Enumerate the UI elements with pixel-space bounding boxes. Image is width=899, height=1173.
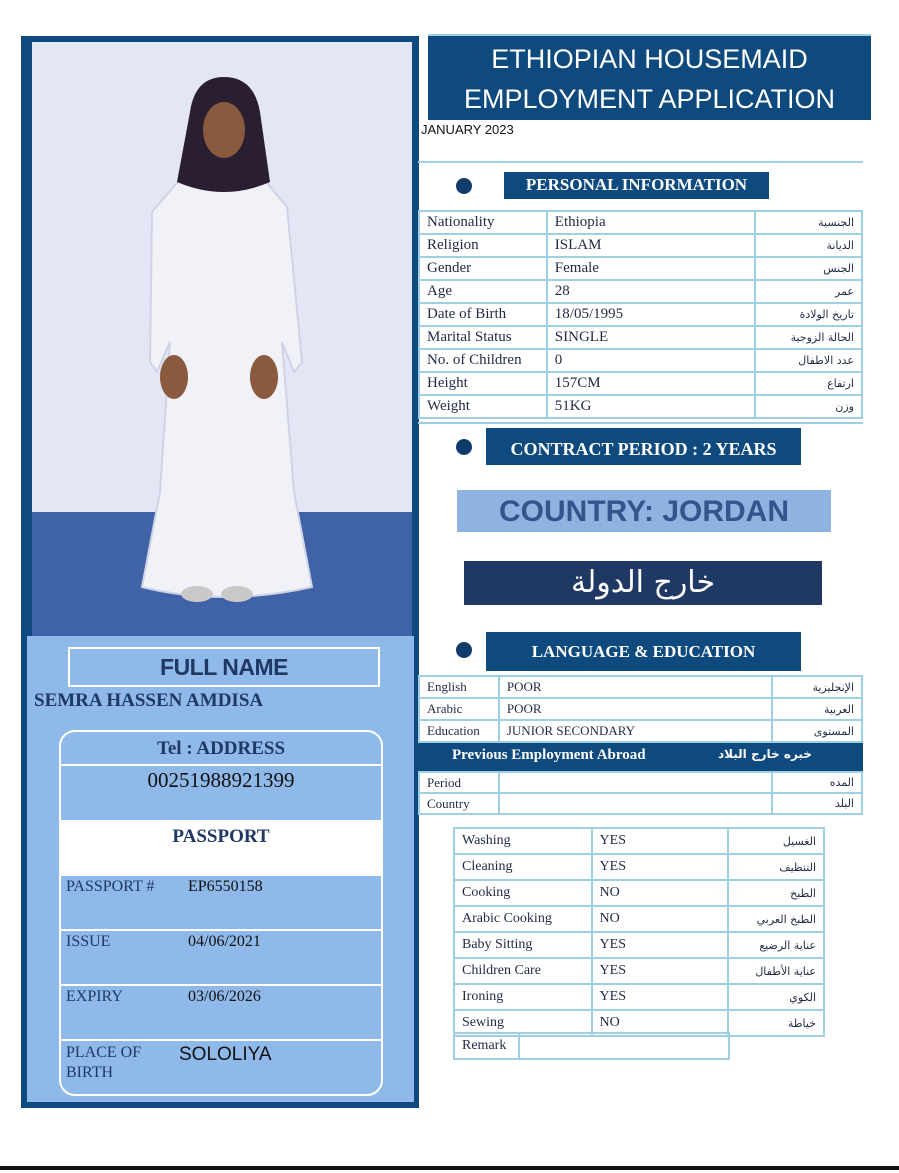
skill-arabic-label: الكوي: [728, 984, 824, 1010]
table-row: [454, 984, 824, 1010]
table-row: [454, 958, 824, 984]
table-row: [454, 906, 824, 932]
row-value: POOR: [499, 676, 773, 698]
skill-value: YES: [592, 984, 729, 1010]
row-value: 157CM: [547, 372, 756, 395]
row-label: Period: [419, 772, 499, 793]
fullname-label: FULL NAME: [68, 647, 380, 687]
row-label: Weight: [419, 395, 547, 418]
skill-label: Ironing: [454, 984, 592, 1010]
table-row: [419, 280, 862, 303]
candidate-photo: [32, 42, 412, 642]
bullet-icon: [456, 439, 472, 455]
birthplace-row: [61, 1041, 381, 1096]
table-row: [419, 698, 862, 720]
contact-passport-card: [59, 730, 383, 1096]
table-row: [454, 1033, 729, 1059]
skill-arabic-label: الغسيل: [728, 828, 824, 854]
birthplace-label: [66, 1043, 141, 1083]
table-row: [419, 349, 862, 372]
row-value: [499, 793, 772, 814]
previous-employment-table: [418, 771, 863, 815]
row-label: No. of Children: [419, 349, 547, 372]
table-row: [419, 793, 862, 814]
row-arabic-label: ارتفاع: [755, 372, 862, 395]
title-line-2: EMPLOYMENT APPLICATION: [463, 84, 836, 114]
issue-row: [61, 931, 381, 986]
tel-label-row: [61, 732, 381, 766]
passport-number-label: PASSPORT #: [66, 878, 155, 895]
skill-label: Cleaning: [454, 854, 592, 880]
row-label: Country: [419, 793, 499, 814]
page-title: [428, 36, 871, 120]
row-label: Gender: [419, 257, 547, 280]
issue-value: 04/06/2021: [188, 933, 261, 950]
passport-number-value: EP6550158: [188, 878, 263, 895]
row-label: Age: [419, 280, 547, 303]
contract-rule: [418, 422, 863, 424]
row-value: Ethiopia: [547, 211, 756, 234]
issue-label: ISSUE: [66, 933, 111, 950]
table-row: [419, 772, 862, 793]
table-row: [454, 932, 824, 958]
table-row: [454, 880, 824, 906]
skill-value: NO: [592, 906, 729, 932]
row-value: JUNIOR SECONDARY: [499, 720, 773, 742]
row-value: [499, 772, 772, 793]
passport-number-row: [61, 876, 381, 931]
previous-employment-title: Previous Employment Abroad: [452, 747, 646, 763]
row-label: Height: [419, 372, 547, 395]
remark-value: [519, 1033, 729, 1059]
table-row: [419, 303, 862, 326]
table-row: [454, 854, 824, 880]
row-arabic-label: العربية: [772, 698, 862, 720]
skill-arabic-label: عناية الرضيع: [728, 932, 824, 958]
expiry-row: [61, 986, 381, 1041]
skill-label: Arabic Cooking: [454, 906, 592, 932]
skill-value: YES: [592, 828, 729, 854]
expiry-value: 03/06/2026: [188, 988, 261, 1005]
skill-arabic-label: عناية الأطفال: [728, 958, 824, 984]
personal-info-heading: PERSONAL INFORMATION: [504, 172, 769, 199]
row-arabic-label: تاريخ الولادة: [755, 303, 862, 326]
row-arabic-label: الإنجليزية: [772, 676, 862, 698]
language-education-heading: LANGUAGE & EDUCATION: [486, 632, 801, 671]
title-line-1: ETHIOPIAN HOUSEMAID: [491, 44, 808, 74]
row-arabic-label: الحالة الزوجية: [755, 326, 862, 349]
page-bottom-rule: [0, 1166, 899, 1170]
previous-employment-arabic: خبره خارج البلاد: [718, 747, 812, 761]
row-arabic-label: وزن: [755, 395, 862, 418]
previous-employment-heading: [418, 743, 863, 771]
title-bottom-rule: [418, 161, 863, 163]
expiry-label: EXPIRY: [66, 988, 123, 1005]
row-label: Nationality: [419, 211, 547, 234]
table-row: [419, 211, 862, 234]
bullet-icon: [456, 178, 472, 194]
row-arabic-label: البلد: [772, 793, 862, 814]
row-arabic-label: عدد الاطفال: [755, 349, 862, 372]
row-label: Religion: [419, 234, 547, 257]
table-row: [419, 372, 862, 395]
skill-value: YES: [592, 854, 729, 880]
skill-arabic-label: خياطة: [728, 1010, 824, 1036]
skill-label: Children Care: [454, 958, 592, 984]
row-arabic-label: الديانة: [755, 234, 862, 257]
skill-arabic-label: الطبخ: [728, 880, 824, 906]
skill-label: Sewing: [454, 1010, 592, 1036]
skill-label: Cooking: [454, 880, 592, 906]
country-arabic-label: خارج الدولة: [464, 561, 822, 605]
row-value: Female: [547, 257, 756, 280]
table-row: [454, 828, 824, 854]
skill-label: Baby Sitting: [454, 932, 592, 958]
bullet-icon: [456, 642, 472, 658]
contract-period: CONTRACT PERIOD : 2 YEARS: [486, 428, 801, 465]
language-table: [418, 675, 863, 743]
row-label: Date of Birth: [419, 303, 547, 326]
remark-label: Remark: [454, 1033, 519, 1059]
country-label: COUNTRY: JORDAN: [457, 490, 831, 532]
birthplace-value: SOLOLIYA: [179, 1044, 272, 1065]
birthplace-label-line1: PLACE OF: [66, 1044, 142, 1061]
row-value: ISLAM: [547, 234, 756, 257]
skill-value: YES: [592, 932, 729, 958]
table-row: [419, 676, 862, 698]
tel-value-row: [61, 764, 381, 820]
skill-value: NO: [592, 880, 729, 906]
row-value: 18/05/1995: [547, 303, 756, 326]
skill-arabic-label: الطبخ العربي: [728, 906, 824, 932]
table-row: [419, 234, 862, 257]
row-label: Marital Status: [419, 326, 547, 349]
row-label: Arabic: [419, 698, 499, 720]
row-value: 51KG: [547, 395, 756, 418]
skill-value: NO: [592, 1010, 729, 1036]
skills-table: [453, 827, 825, 1037]
row-value: 28: [547, 280, 756, 303]
skill-arabic-label: التنظيف: [728, 854, 824, 880]
row-label: English: [419, 676, 499, 698]
table-row: [419, 257, 862, 280]
passport-heading: PASSPORT: [61, 820, 381, 876]
skill-label: Washing: [454, 828, 592, 854]
row-arabic-label: المده: [772, 772, 862, 793]
row-value: POOR: [499, 698, 773, 720]
skill-value: YES: [592, 958, 729, 984]
tel-value: 00251988921399: [147, 768, 295, 792]
birthplace-label-line2: BIRTH: [66, 1064, 114, 1081]
row-arabic-label: الجنسية: [755, 211, 862, 234]
row-value: 0: [547, 349, 756, 372]
personal-info-table: [418, 210, 863, 419]
table-row: [419, 326, 862, 349]
application-date: JANUARY 2023: [421, 122, 514, 137]
table-row: [419, 395, 862, 418]
row-label: Education: [419, 720, 499, 742]
row-arabic-label: المستوى: [772, 720, 862, 742]
fullname-value: SEMRA HASSEN AMDISA: [34, 690, 264, 711]
table-row: [419, 720, 862, 742]
remark-table: [453, 1032, 730, 1060]
tel-label: Tel : ADDRESS: [156, 738, 286, 759]
row-arabic-label: عمر: [755, 280, 862, 303]
row-arabic-label: الجنس: [755, 257, 862, 280]
row-value: SINGLE: [547, 326, 756, 349]
